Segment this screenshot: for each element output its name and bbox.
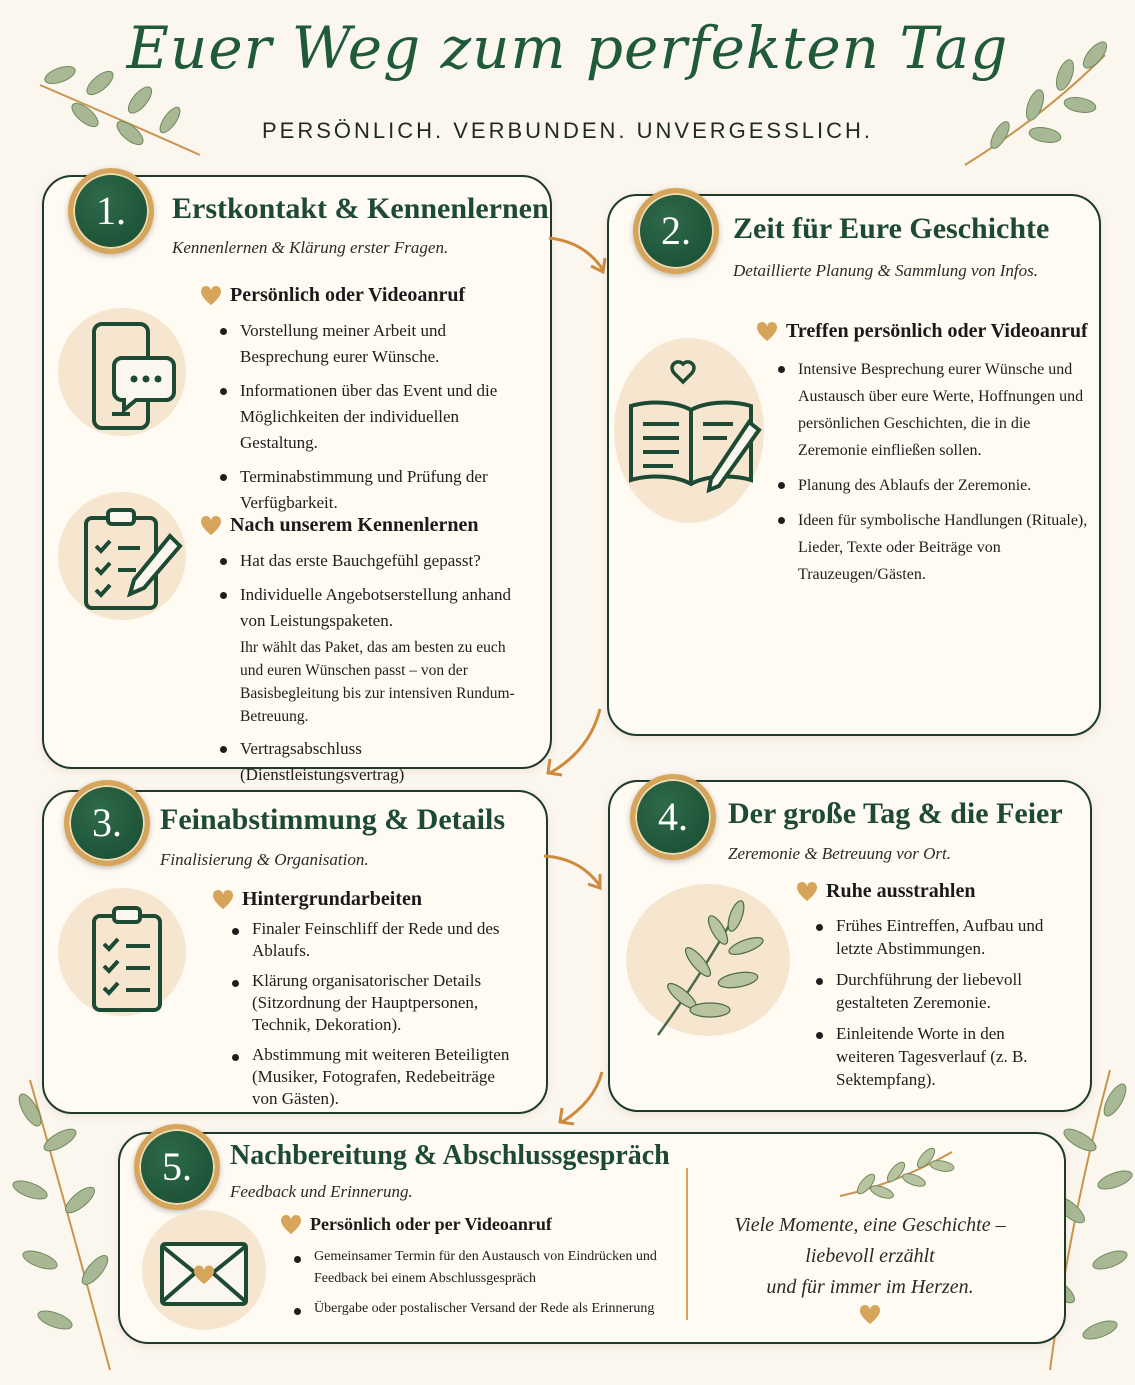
step-3-badge: 3. xyxy=(64,780,150,866)
page-subtitle: PERSÖNLICH. VERBUNDEN. UNVERGESSLICH. xyxy=(262,118,873,143)
step-3-subtitle: Finalisierung & Organisation. xyxy=(160,850,369,869)
step-4-badge: 4. xyxy=(630,774,716,860)
list-item: Intensive Besprechung eurer Wünsche und Austausch über eure Werte, Hoffnungen und persönlichen Geschichten, die in die Zeremonie einfließen sollen. xyxy=(776,356,1094,464)
step-1-subtitle: Kennenlernen & Klärung erster Fragen. xyxy=(172,238,449,257)
step-2-badge: 2. xyxy=(633,188,719,274)
arrow-step4-to-step5-icon xyxy=(550,1068,610,1130)
list-item: Übergabe oder postalischer Versand der Rede als Erinnerung xyxy=(292,1298,662,1320)
step-5-badge: 5. xyxy=(134,1124,220,1210)
step-1-section-2-heading: Nach unserem Kennenlernen xyxy=(200,514,479,537)
list-item: Klärung organisatorischer Details (Sitzordnung der Hauptpersonen, Technik, Dekoration). xyxy=(230,970,510,1036)
arrow-step2-to-step3-icon xyxy=(540,705,610,780)
list-item: Finaler Feinschliff der Rede und des Ablaufs. xyxy=(230,918,510,962)
envelope-heart-icon xyxy=(158,1240,250,1310)
step-5-section-heading: Persönlich oder per Videoanruf xyxy=(280,1214,552,1235)
small-leaf-branch-icon xyxy=(836,1144,956,1204)
heart-icon xyxy=(200,286,222,306)
step-3-section-heading: Hintergrundarbeiten xyxy=(212,888,422,911)
olive-branch-icon xyxy=(648,900,778,1040)
step-4-subtitle: Zeremonie & Betreuung vor Ort. xyxy=(728,844,952,863)
step-4-section-heading: Ruhe ausstrahlen xyxy=(796,880,975,903)
step-2-subtitle: Detaillierte Planung & Sammlung von Infos. xyxy=(733,261,1039,280)
list-item: Vertragsabschluss (Dienstleistungsvertrag) xyxy=(218,736,518,788)
step-4-section-list xyxy=(814,914,1046,1099)
list-item: Informationen über das Event und die Möglichkeiten der individuellen Gestaltung. xyxy=(218,378,538,456)
list-item: Ideen für symbolische Handlungen (Rituale), Lieder, Texte oder Beiträge von Trauzeugen/Gästen. xyxy=(776,507,1094,588)
heart-icon xyxy=(200,516,222,536)
step-1-title: Erstkontakt & Kennenlernen xyxy=(172,192,549,225)
step-1-section-1-list xyxy=(218,318,538,524)
step-3-section-list xyxy=(230,918,510,1118)
heart-icon xyxy=(280,1215,302,1235)
heart-icon xyxy=(859,1305,881,1325)
step-2-title: Zeit für Eure Geschichte xyxy=(733,212,1050,245)
step-4-title: Der große Tag & die Feier xyxy=(728,797,1063,830)
step-1-package-note: Ihr wählt das Paket, das am besten zu euch und euren Wünschen passt – von der Basisbegleitung bis zur intensiven Rundum-Betreuung. xyxy=(240,639,515,725)
step-1-badge: 1. xyxy=(68,168,154,254)
heart-icon xyxy=(796,882,818,902)
step-1-section-2-list xyxy=(218,548,518,796)
list-item: Terminabstimmung und Prüfung der Verfügbarkeit. xyxy=(218,464,538,516)
closing-quote: Viele Momente, eine Geschichte – liebevoll erzählt und für immer im Herzen. xyxy=(734,1214,1006,1298)
step-2-section-heading: Treffen persönlich oder Videoanruf xyxy=(756,320,1088,343)
list-item: Gemeinsamer Termin für den Austausch von Eindrücken und Feedback bei einem Abschlussgespräch xyxy=(292,1246,662,1290)
heart-icon xyxy=(212,890,234,910)
open-book-heart-icon xyxy=(625,360,765,500)
step-5-title: Nachbereitung & Abschlussgespräch xyxy=(230,1140,670,1171)
step-5-section-list xyxy=(292,1246,662,1328)
step-5-subtitle: Feedback und Erinnerung. xyxy=(230,1182,413,1201)
step-5-divider xyxy=(686,1168,688,1320)
page-title: Euer Weg zum perfekten Tag xyxy=(126,14,1009,82)
list-item: Frühes Eintreffen, Aufbau und letzte Abstimmungen. xyxy=(814,914,1046,960)
arrow-step3-to-step4-icon xyxy=(540,850,610,895)
step-3-title: Feinabstimmung & Details xyxy=(160,803,505,836)
list-item: Durchführung der liebevoll gestalteten Zeremonie. xyxy=(814,968,1046,1014)
step-2-section-list xyxy=(776,356,1094,596)
arrow-step1-to-step2-icon xyxy=(545,230,615,280)
list-item: Vorstellung meiner Arbeit und Besprechung eurer Wünsche. xyxy=(218,318,538,370)
step-1-section-1-heading: Persönlich oder Videoanruf xyxy=(200,284,465,307)
list-item: Hat das erste Bauchgefühl gepasst? xyxy=(218,548,518,574)
checklist-clipboard-icon xyxy=(88,904,168,1014)
list-item: Individuelle Angebotserstellung anhand von Leistungspaketen. Ihr wählt das Paket, das am besten zu euch und euren Wünschen passt – von der Basisbegleitung bis zur intensiven Rundum-Betreuung. xyxy=(218,582,518,728)
leaf-branch-bottom-left-icon xyxy=(0,1070,130,1380)
list-item: Planung des Ablaufs der Zeremonie. xyxy=(776,472,1094,499)
clipboard-pen-icon xyxy=(78,506,188,616)
heart-icon xyxy=(756,322,778,342)
list-item: Abstimmung mit weiteren Beteiligten (Musiker, Fotografen, Redebeiträge von Gästen). xyxy=(230,1044,510,1110)
list-item: Einleitende Worte in den weiteren Tagesverlauf (z. B. Sektempfang). xyxy=(814,1022,1046,1091)
smartphone-chat-icon xyxy=(80,318,180,430)
